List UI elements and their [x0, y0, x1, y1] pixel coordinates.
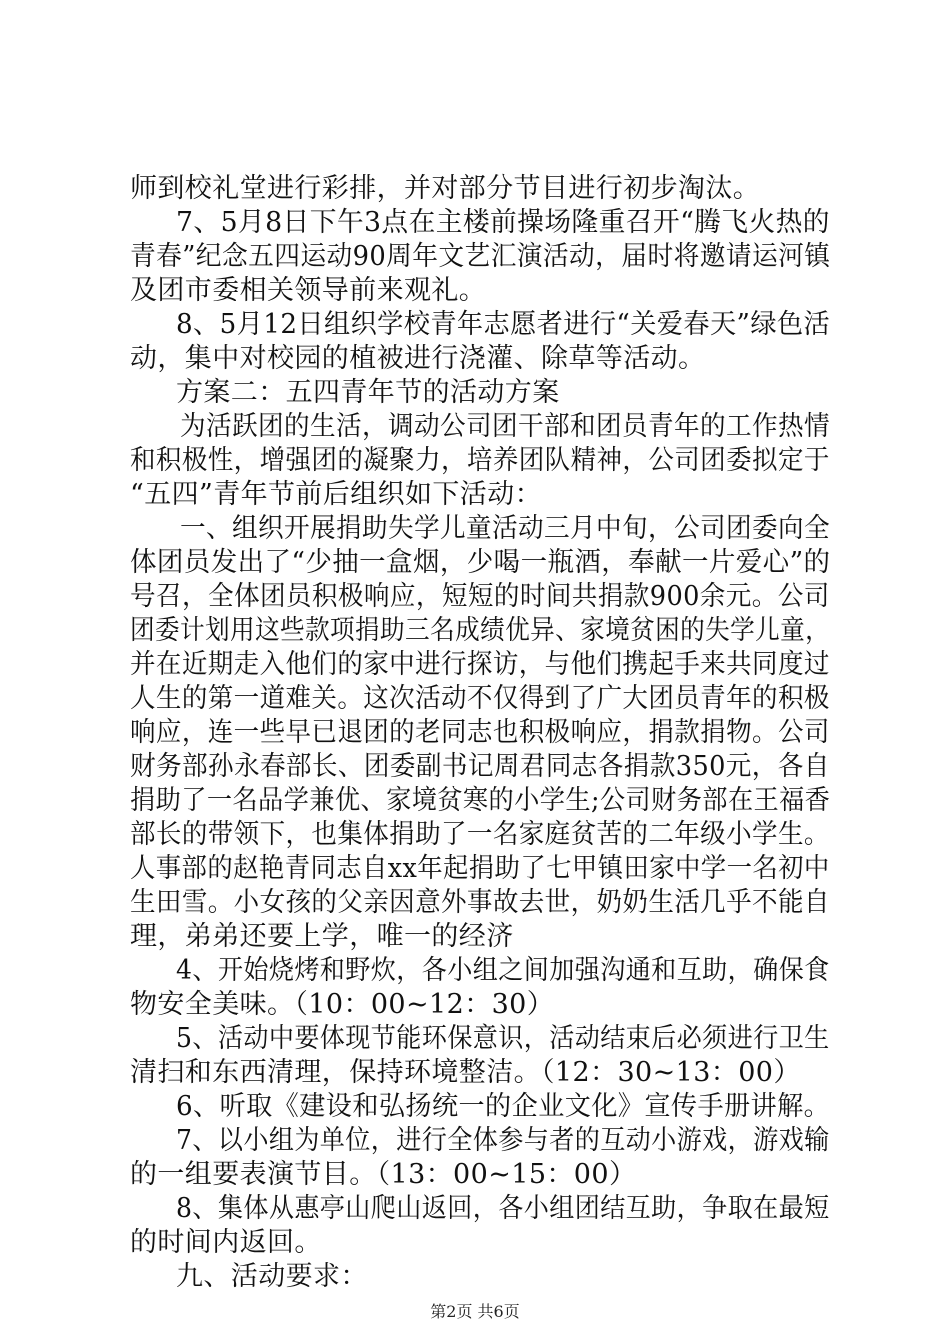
page-footer: 第2页 共6页 — [430, 1302, 520, 1321]
text-line: 5、活动中要体现节能环保意识，活动结束后必须进行卫生 — [176, 1023, 830, 1054]
text-line: 人生的第一道难关。这次活动不仅得到了广大团员青年的积极 — [130, 683, 830, 714]
text-line: 清扫和东西清理，保持环境整洁。（12：30~13：00） — [130, 1057, 801, 1088]
text-line: 物安全美味。（10：00~12：30） — [130, 989, 555, 1020]
text-line: 7、以小组为单位，进行全体参与者的互动小游戏，游戏输 — [176, 1125, 830, 1156]
text-line: 响应，连一些早已退团的老同志也积极响应，捐款捐物。公司 — [130, 717, 830, 748]
text-line: “五四”青年节前后组织如下活动： — [130, 479, 543, 510]
text-line: 人事部的赵艳青同志自xx年起捐助了七甲镇田家中学一名初中 — [130, 853, 830, 884]
text-line: 团委计划用这些款项捐助三名成绩优异、家境贫困的失学儿童， — [130, 615, 831, 646]
text-line: 青春”纪念五四运动90周年文艺汇演活动，届时将邀请运河镇 — [130, 241, 831, 272]
text-line: 的时间内返回。 — [130, 1227, 322, 1258]
text-line: 4、开始烧烤和野炊，各小组之间加强沟通和互助，确保食 — [176, 955, 830, 986]
text-line: 财务部孙永春部长、团委副书记周君同志各捐款350元，各自 — [130, 751, 830, 782]
text-line: 及团市委相关领导前来观礼。 — [130, 275, 487, 306]
text-line: 8、5月12日组织学校青年志愿者进行“关爱春天”绿色活 — [176, 309, 831, 340]
section-heading: 方案二：五四青年节的活动方案 — [176, 377, 560, 408]
text-line: 捐助了一名品学兼优、家境贫寒的小学生;公司财务部在王福香 — [130, 785, 831, 816]
text-line: 7、5月8日下午3点在主楼前操场隆重召开“腾飞火热的 — [176, 207, 830, 238]
text-line: 生田雪。小女孩的父亲因意外事故去世，奶奶生活几乎不能自 — [130, 887, 830, 918]
text-line: 体团员发出了“少抽一盒烟，少喝一瓶酒，奉献一片爱心”的 — [130, 547, 831, 578]
text-line: 动，集中对校园的植被进行浇灌、除草等活动。 — [130, 343, 706, 374]
text-line: 号召，全体团员积极响应，短短的时间共捐款900余元。公司 — [130, 581, 830, 612]
text-line: 的一组要表演节目。（13：00~15：00） — [130, 1159, 637, 1190]
text-line: 师到校礼堂进行彩排，并对部分节目进行初步淘汰。 — [130, 173, 761, 204]
text-line: 一、组织开展捐助失学儿童活动三月中旬，公司团委向全 — [180, 513, 830, 544]
text-line: 8、集体从惠亭山爬山返回，各小组团结互助，争取在最短 — [176, 1193, 830, 1224]
text-line: 6、听取《建设和弘扬统一的企业文化》宣传手册讲解。 — [176, 1091, 831, 1122]
text-line: 并在近期走入他们的家中进行探访，与他们携起手来共同度过 — [130, 649, 830, 680]
text-line: 部长的带领下，也集体捐助了一名家庭贫苦的二年级小学生。 — [130, 819, 830, 850]
text-line: 九、活动要求： — [176, 1261, 368, 1292]
text-line: 为活跃团的生活，调动公司团干部和团员青年的工作热情 — [180, 411, 830, 442]
text-line: 和积极性，增强团的凝聚力，培养团队精神，公司团委拟定于 — [130, 445, 830, 476]
text-line: 理，弟弟还要上学，唯一的经济 — [130, 921, 514, 952]
